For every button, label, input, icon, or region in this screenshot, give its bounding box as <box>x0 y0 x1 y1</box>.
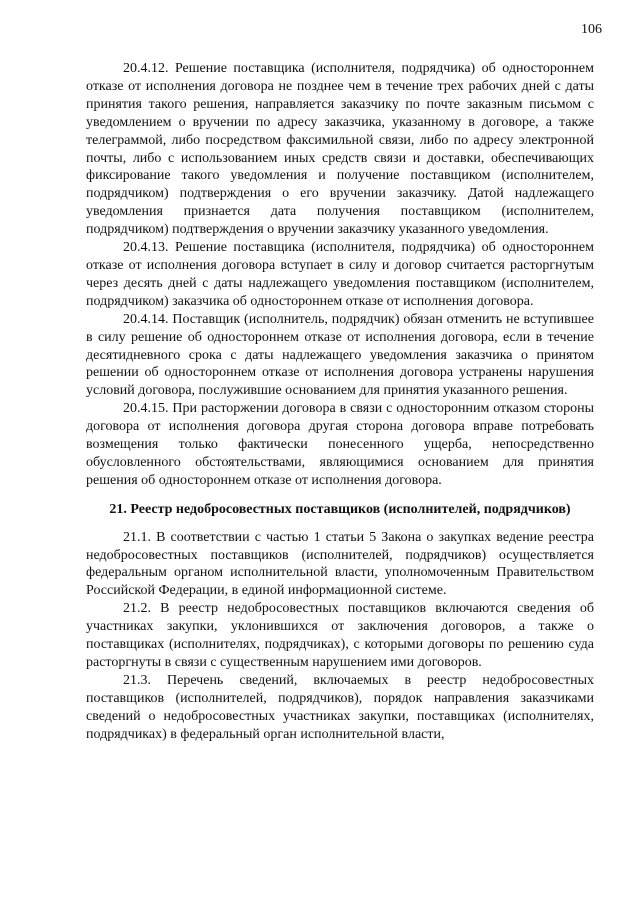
paragraph-21-1: 21.1. В соответствии с частью 1 статьи 5 Закона о закупках ведение реестра недобросовестных поставщиков (исполнителей, подрядчиков) осуществляется федеральным органом исполнительной власти, уполномоченным Правительством Российской Федерации, в единой информационной системе. <box>86 529 594 599</box>
paragraph-20-4-13: 20.4.13. Решение поставщика (исполнителя, подрядчика) об одностороннем отказе от исполнения договора вступает в силу и договор считается расторгнутым через десять дней с даты надлежащего уведомления поставщиком (исполнителем, подрядчиком) заказчика об одностороннем отказе от исполнения договора. <box>86 240 594 309</box>
paragraph-20-4-14: 20.4.14. Поставщик (исполнитель, подрядчик) обязан отменить не вступившее в силу решение об одностороннем отказе от исполнения договора, если в течение десятидневного срока с даты надлежащего уведомления заказчика о принятом решении об одностороннем отказе от исполнения договора устранены нарушения условий договора, послужившие основанием для принятия указанного решения. <box>86 311 594 399</box>
paragraph-21-3: 21.3. Перечень сведений, включаемых в реестр недобросовестных поставщиков (исполнителей, подрядчиков), порядок направления заказчиками сведений о недобросовестных участниках закупки, поставщиках (исполнителях, подрядчиках) в федеральный орган исполнительной власти, <box>86 672 594 742</box>
paragraph-21-2: 21.2. В реестр недобросовестных поставщиков включаются сведения об участниках закупки, уклонившихся от заключения договоров, а также о поставщиках (исполнителях, подрядчиках), с которыми договоры по решению суда расторгнуты в связи с существенным нарушением ими договоров. <box>86 601 594 670</box>
section-heading: 21. Реестр недобросовестных поставщиков (исполнителей, подрядчиков) <box>109 501 571 517</box>
page-number: 106 <box>581 22 602 37</box>
document-body <box>86 60 594 744</box>
paragraph-20-4-12: 20.4.12. Решение поставщика (исполнителя, подрядчика) об одностороннем отказе от исполнения договора не позднее чем в течение трех рабочих дней с даты принятия такого решения, направляется заказчику по почте заказным письмом с уведомлением о вручении по адресу заказчика, указанному в договоре, а также телеграммой, либо посредством факсимильной связи, либо по адресу электронной почты, либо с использованием иных средств связи и доставки, обеспечивающих фиксирование такого уведомления и получение поставщиком (исполнителем, подрядчиком) подтверждения о его вручении заказчику. Датой надлежащего уведомления признается дата получения поставщиком (исполнителем, подрядчиком) подтверждения о вручении заказчику указанного уведомления. <box>86 61 594 238</box>
paragraph-20-4-15: 20.4.15. При расторжении договора в связи с односторонним отказом стороны договора от исполнения договора другая сторона договора вправе потребовать возмещения только фактически понесенного ущерба, непосредственно обусловленного обстоятельствами, являющимися основанием для принятия решения об одностороннем отказе от исполнения договора. <box>86 401 594 488</box>
